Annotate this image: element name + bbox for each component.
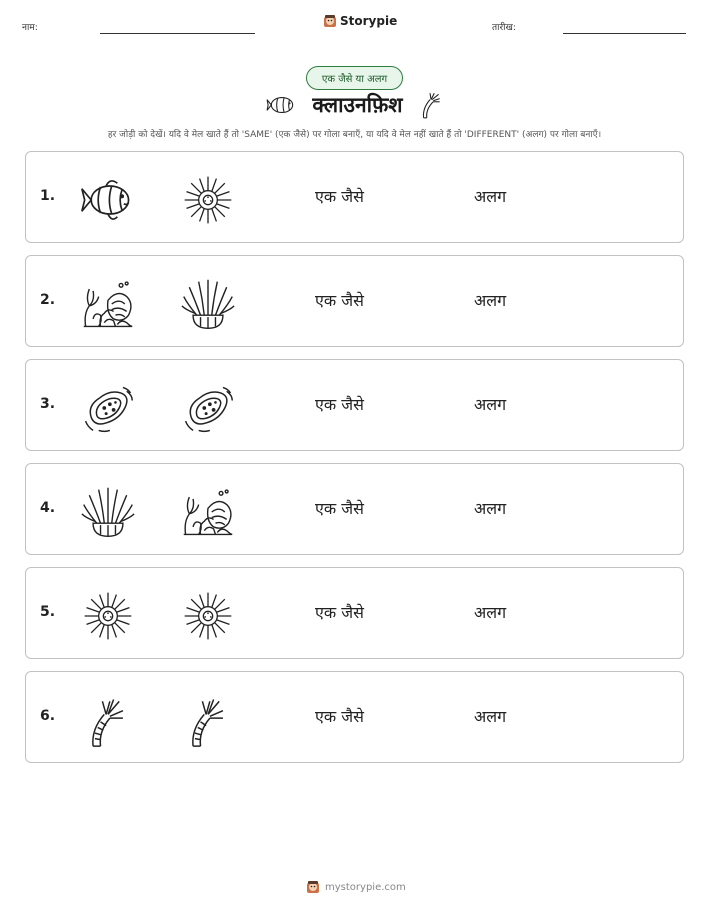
clownfish-icon (80, 172, 136, 228)
same-option[interactable]: एक जैसे (315, 499, 364, 518)
different-option[interactable]: अलग (474, 187, 507, 206)
footer (306, 880, 406, 894)
question-number: 4. (40, 500, 56, 516)
sea-anemone-top-icon (180, 588, 236, 644)
question-row-2 (25, 255, 684, 347)
same-option[interactable]: एक जैसे (315, 187, 364, 206)
same-option[interactable]: एक जैसे (315, 707, 364, 726)
different-option[interactable]: अलग (474, 291, 507, 310)
question-number: 1. (40, 188, 56, 204)
question-row-4 (25, 463, 684, 555)
different-option[interactable]: अलग (474, 707, 507, 726)
storypie-logo-icon (323, 14, 337, 28)
tube-anemone-icon (417, 90, 443, 120)
brand-name: Storypie (340, 14, 398, 28)
storypie-logo-icon (306, 880, 320, 894)
name-label: नाम: (22, 23, 38, 33)
question-row-5 (25, 567, 684, 659)
question-row-3 (25, 359, 684, 451)
coral-reef-icon (80, 276, 136, 332)
question-number: 5. (40, 604, 56, 620)
different-option[interactable]: अलग (474, 395, 507, 414)
same-option[interactable]: एक जैसे (315, 395, 364, 414)
different-option[interactable]: अलग (474, 499, 507, 518)
date-label: तारीख: (492, 23, 516, 33)
name-line[interactable] (100, 33, 255, 34)
page-title: क्लाउनफ़िश (312, 93, 403, 117)
sea-anemone-top-icon (180, 172, 236, 228)
clownfish-icon (266, 92, 298, 118)
worksheet-type-badge: एक जैसे या अलग (306, 66, 403, 90)
date-line[interactable] (563, 33, 686, 34)
clownfish-egg-icon (80, 380, 136, 436)
brand-logo (323, 14, 397, 28)
anemone-tentacles-icon (80, 484, 136, 540)
sea-anemone-top-icon (80, 588, 136, 644)
title-row (0, 90, 709, 120)
question-number: 2. (40, 292, 56, 308)
question-row-6 (25, 671, 684, 763)
same-option[interactable]: एक जैसे (315, 291, 364, 310)
coral-reef-icon (180, 484, 236, 540)
footer-url[interactable]: mystorypie.com (325, 881, 406, 893)
question-number: 6. (40, 708, 56, 724)
instructions: हर जोड़ी को देखें। यदि वे मेल खाते हैं तो 'SAME' (एक जैसे) पर गोला बनाएँ, या यदि वे मेल नहीं खाते हैं तो 'DIFFERENT' (अलग) पर गोला बनाएँ। (107, 130, 602, 140)
same-option[interactable]: एक जैसे (315, 603, 364, 622)
different-option[interactable]: अलग (474, 603, 507, 622)
question-row-1 (25, 151, 684, 243)
question-number: 3. (40, 396, 56, 412)
tube-anemone-icon (80, 692, 136, 748)
clownfish-egg-icon (180, 380, 236, 436)
tube-anemone-icon (180, 692, 236, 748)
anemone-tentacles-icon (180, 276, 236, 332)
